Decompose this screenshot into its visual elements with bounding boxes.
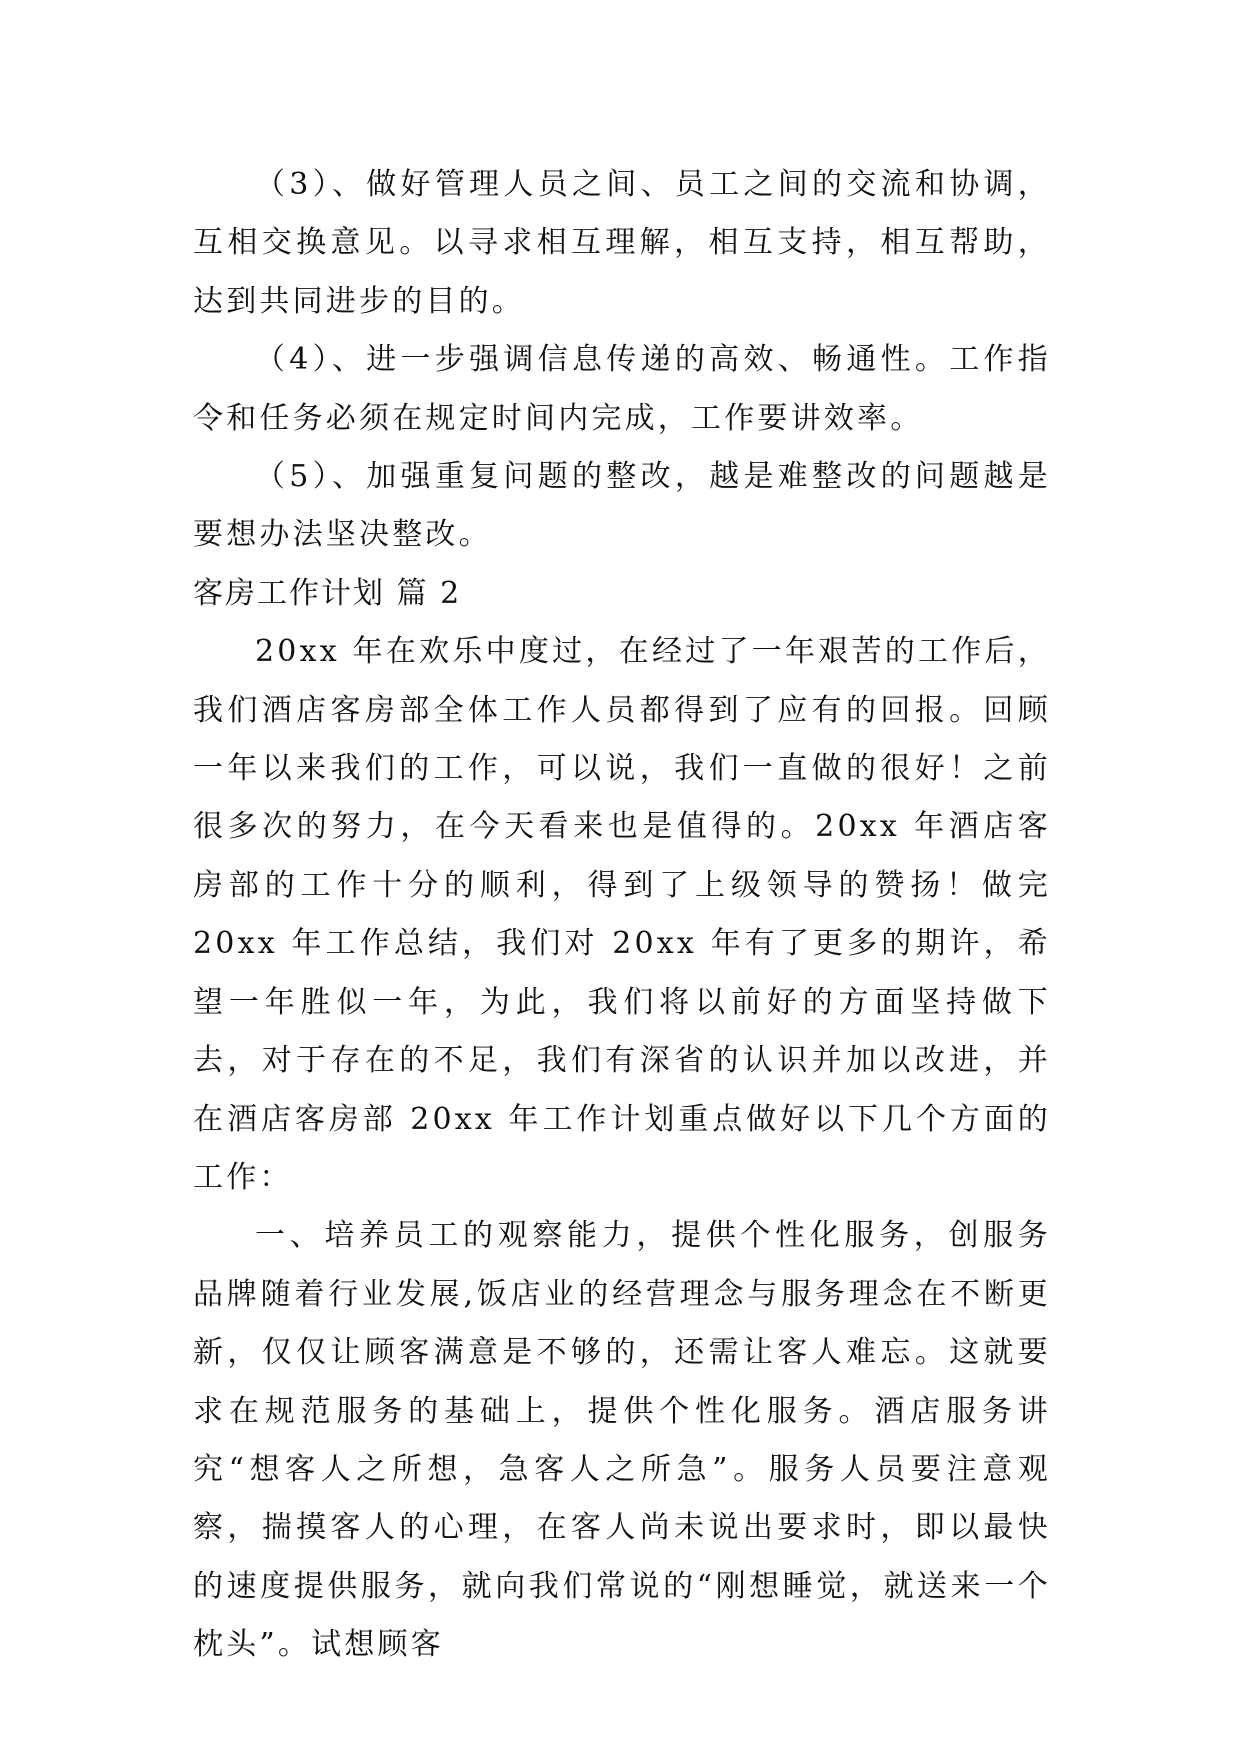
document-body: [193, 156, 1051, 1675]
paragraph-item-5: （5）、加强重复问题的整改，越是难整改的问题越是要想办法坚决整改。: [193, 459, 1051, 553]
paragraph-intro: 20xx 年在欢乐中度过，在经过了一年艰苦的工作后，我们酒店客房部全体工作人员都得到了应有的回报。回顾一年以来我们的工作，可以说，我们一直做的很好！之前很多次的努力，在今天看来也是值得的。20xx 年酒店客房部的工作十分的顺利，得到了上级领导的赞扬！做完 20xx 年工作总结，我们对 20xx 年有了更多的期许，希望一年胜似一年，为此，我们将以前好的方面坚持做下去，对于存在的不足，我们有深省的认识并加以改进，并在酒店客房部 20xx 年工作计划重点做好以下几个方面的工作：: [193, 634, 1051, 1195]
paragraph-item-3: （3）、做好管理人员之间、员工之间的交流和协调，互相交换意见。以寻求相互理解，相互支持，相互帮助，达到共同进步的目的。: [193, 167, 1051, 319]
paragraph-point-1: 一、培养员工的观察能力，提供个性化服务，创服务品牌随着行业发展,饭店业的经营理念与服务理念在不断更新，仅仅让顾客满意是不够的，还需让客人难忘。这就要求在规范服务的基础上，提供个性化服务。酒店服务讲究“想客人之所想，急客人之所急”。服务人员要注意观察，揣摸客人的心理，在客人尚未说出要求时，即以最快的速度提供服务，就向我们常说的“刚想睡觉，就送来一个枕头”。试想顾客: [193, 1218, 1051, 1663]
section-heading: 客房工作计划 篇 2: [193, 575, 462, 611]
paragraph-item-4: （4）、进一步强调信息传递的高效、畅通性。工作指令和任务必须在规定时间内完成，工作要讲效率。: [193, 342, 1051, 436]
